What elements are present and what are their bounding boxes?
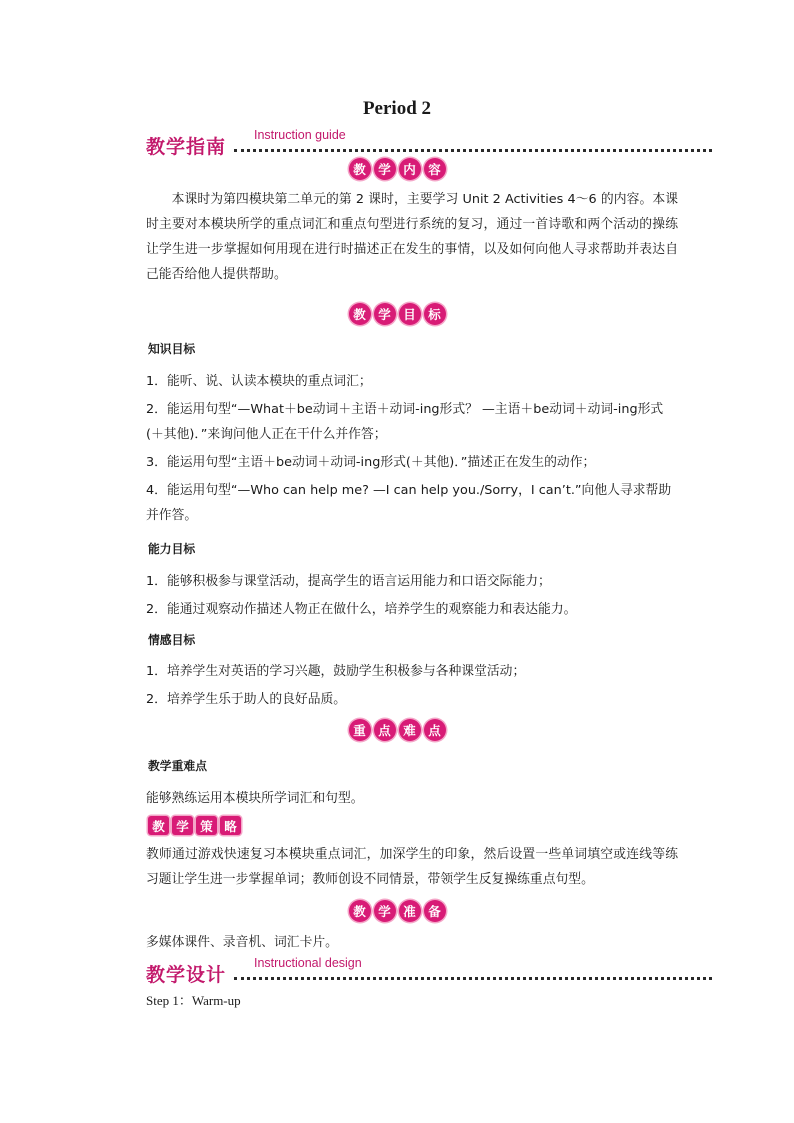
badge-char: 难 — [399, 719, 421, 741]
section-title-en: Instruction guide — [254, 128, 346, 142]
emotion-goals-heading: 情感目标 — [148, 633, 196, 647]
badge-char: 学 — [374, 900, 396, 922]
key-points-text: 能够熟练运用本模块所学词汇和句型。 — [146, 791, 364, 806]
badge-char: 学 — [374, 158, 396, 180]
ability-goals-heading: 能力目标 — [148, 542, 196, 556]
ability-item: 2．能通过观察动作描述人物正在做什么，培养学生的观察能力和表达能力。 — [146, 602, 577, 617]
badge-char: 容 — [424, 158, 446, 180]
badge-char: 点 — [424, 719, 446, 741]
knowledge-item: 2．能运用句型“—What＋be动词＋主语＋动词-ing形式？ —主语＋be动词＋动词-ing形式(＋其他)．”来询问他人正在干什么并作答； — [146, 402, 664, 442]
knowledge-item: 3．能运用句型“主语＋be动词＋动词-ing形式(＋其他)．”描述正在发生的动作； — [146, 455, 596, 470]
section-title-cn: 教学设计 — [146, 964, 227, 986]
badge-char: 教 — [349, 158, 371, 180]
dotted-divider — [234, 149, 712, 152]
knowledge-item: 1．能听、说、认读本模块的重点词汇； — [146, 374, 372, 389]
knowledge-goals-heading: 知识目标 — [148, 342, 196, 356]
badge-teaching-content — [0, 158, 794, 180]
badge-char: 点 — [374, 719, 396, 741]
section-header-design — [146, 956, 712, 990]
badge-teaching-prep — [0, 900, 794, 922]
page-title: Period 2 — [362, 98, 432, 119]
badge-char: 标 — [424, 303, 446, 325]
emotion-item: 2．培养学生乐于助人的良好品质。 — [146, 692, 347, 707]
dotted-divider — [234, 977, 712, 980]
badge-char: 内 — [399, 158, 421, 180]
emotion-item: 1．培养学生对英语的学习兴趣，鼓励学生积极参与各种课堂活动； — [146, 664, 526, 679]
badge-char: 备 — [424, 900, 446, 922]
badge-char: 目 — [399, 303, 421, 325]
prep-text: 多媒体课件、录音机、词汇卡片。 — [146, 935, 338, 950]
badge-char: 教 — [349, 303, 371, 325]
knowledge-item: 4．能运用句型“—Who can help me? —I can help you./Sorry，I can’t.”向他人寻求帮助并作答。 — [146, 483, 672, 523]
badge-char: 学 — [172, 816, 193, 835]
badge-char: 学 — [374, 303, 396, 325]
badge-teaching-goals — [0, 303, 794, 325]
content-paragraph: 本课时为第四模块第二单元的第 2 课时，主要学习 Unit 2 Activities 4～6 的内容。本课时主要对本模块所学的重点词汇和重点句型进行系统的复习，通过一首诗歌和两个活动的操练让学生进一步掌握如何用现在进行时描述正在发生的事情，以及如何向他人寻求帮助并表达自己能否给他人提供帮助。 — [146, 192, 678, 282]
badge-char: 略 — [220, 816, 241, 835]
key-points-heading: 教学重难点 — [148, 759, 207, 773]
badge-key-points — [0, 719, 794, 741]
badge-teaching-strategy — [148, 816, 241, 835]
strategy-paragraph: 教师通过游戏快速复习本模块重点词汇，加深学生的印象，然后设置一些单词填空或连线等练习题让学生进一步掌握单词；教师创设不同情景，带领学生反复操练重点句型。 — [146, 847, 678, 887]
badge-char: 准 — [399, 900, 421, 922]
ability-item: 1．能够积极参与课堂活动，提高学生的语言运用能力和口语交际能力； — [146, 574, 551, 589]
section-title-cn: 教学指南 — [146, 136, 227, 158]
section-title-en: Instructional design — [254, 956, 362, 970]
badge-char: 策 — [196, 816, 217, 835]
badge-char: 教 — [148, 816, 169, 835]
badge-char: 重 — [349, 719, 371, 741]
badge-char: 教 — [349, 900, 371, 922]
step-1-label: Step 1：Warm-up — [146, 993, 241, 1008]
